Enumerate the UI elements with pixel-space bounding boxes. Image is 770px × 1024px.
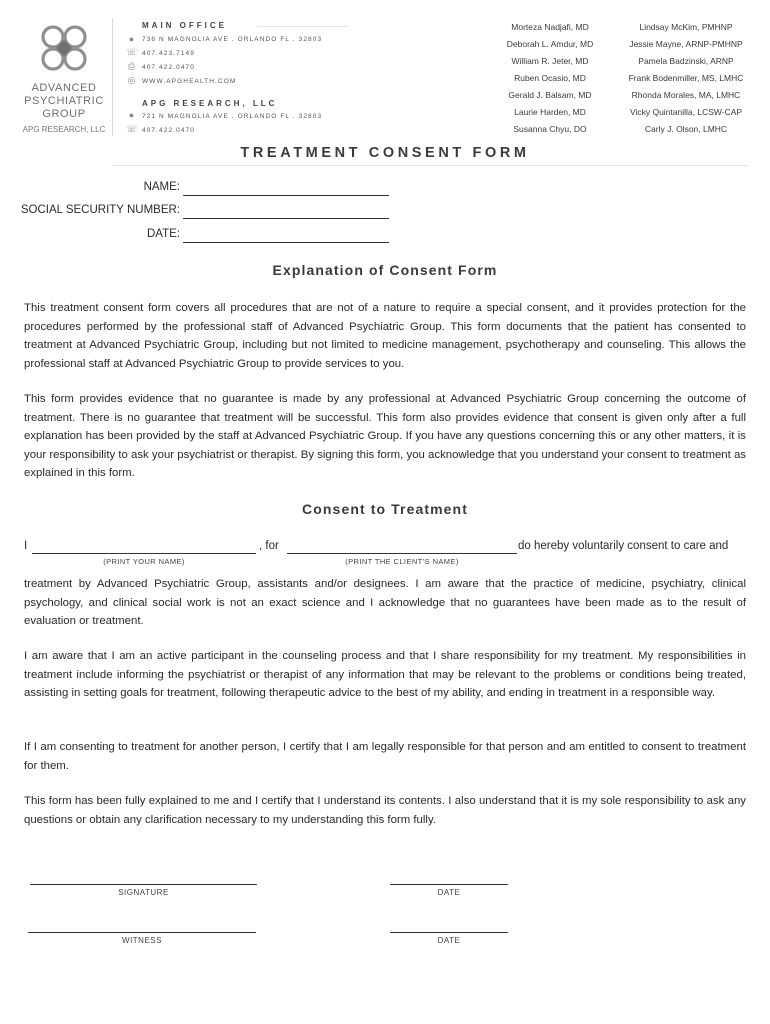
location-pin-icon: ●	[128, 34, 135, 44]
your-name-caption: (PRINT YOUR NAME)	[103, 557, 185, 566]
witness-field[interactable]	[28, 932, 256, 933]
brand-name: ADVANCED PSYCHIATRIC GROUP	[24, 82, 104, 120]
research-office-address: 721 N MAGNOLIA AVE . ORLANDO FL . 32803	[142, 113, 323, 120]
main-office-rule	[258, 26, 348, 27]
name-label: NAME:	[143, 181, 180, 193]
fax-icon: ⎙	[127, 61, 136, 71]
consent-heading: Consent to Treatment	[302, 501, 468, 517]
research-office-phone: 407.422.0470	[142, 127, 195, 134]
main-office-title: MAIN OFFICE	[142, 21, 227, 30]
witness-date-caption: DATE	[437, 936, 461, 945]
consent-prefix: I	[24, 540, 28, 552]
name-field[interactable]	[183, 195, 389, 196]
staff-member: Deborah L. Amdur, MD	[506, 39, 594, 49]
staff-column-clinicians	[616, 22, 756, 141]
date-field[interactable]	[183, 242, 389, 243]
staff-column-physicians	[480, 22, 620, 141]
page-title: TREATMENT CONSENT FORM	[240, 145, 530, 161]
header-divider	[112, 18, 113, 136]
phone-icon: ☏	[126, 124, 138, 134]
explanation-paragraph: This treatment consent form covers all procedures that are not of a nature to require a special consent, and it provides protection for the procedures performed by the professional staff of Advanced Psychiatric Group. This form documents that the patient has consented to treatment at Advanced Psychiatric Group, including but not limited to medicine management, psychotherapy and counseling. This allows the professional staff at Advanced Psychiatric Group to provide services to you.	[24, 302, 746, 370]
staff-member: Pamela Badzinski, ARNP	[638, 56, 734, 66]
globe-icon: ◎	[127, 75, 136, 85]
phone-icon: ☏	[126, 47, 138, 57]
staff-member: Lindsay McKim, PMHNP	[639, 22, 733, 32]
your-name-field[interactable]	[32, 553, 256, 554]
main-office-web[interactable]: WWW.APGHEALTH.COM	[142, 78, 237, 85]
consent-paragraph: If I am consenting to treatment for another person, I certify that I am legally responsible for that person and am entitled to consent to treatment for them.	[24, 741, 746, 772]
staff-member: Jessie Mayne, ARNP-PMHNP	[629, 39, 743, 49]
staff-member: Susanna Chyu, DO	[513, 124, 587, 134]
staff-member: William R. Jeter, MD	[511, 56, 589, 66]
signature-date-caption: DATE	[437, 888, 461, 897]
staff-member: Gerald J. Balsam, MD	[508, 90, 592, 100]
witness-caption: WITNESS	[122, 936, 162, 945]
staff-member: Morteza Nadjafi, MD	[511, 22, 589, 32]
staff-member: Ruben Ocasio, MD	[514, 73, 586, 83]
staff-member: Carly J. Olson, LMHC	[644, 124, 728, 134]
location-pin-icon: ●	[128, 110, 135, 120]
date-label: DATE:	[146, 228, 180, 240]
research-office-title: APG RESEARCH, LLC	[142, 99, 278, 108]
signature-caption: SIGNATURE	[118, 888, 169, 897]
apg-logo	[36, 20, 92, 76]
staff-member: Frank Bodenmiller, MS, LMHC	[628, 73, 744, 83]
witness-date-field[interactable]	[390, 932, 508, 933]
ssn-field[interactable]	[183, 218, 389, 219]
consent-paragraph: treatment by Advanced Psychiatric Group, assistants and/or designees. I am aware that the practice of medicine, psychiatry, clinical psychology, and clinical social work is not an exact science and I acknowledge that no guarantees have been made as to the result of evaluation or treatment.	[24, 578, 746, 627]
consent-paragraph: I am aware that I am an active participant in the counseling process and that I share responsibility for my treatment. My responsibilities in treatment include informing the psychiatrist or therapist of any information that may be relevant to the problems or conditions being treated, assisting in setting goals for treatment, following therapeutic advice to the best of my ability, and ending in treatment in a responsible way.	[24, 650, 746, 699]
staff-member: Laurie Harden, MD	[514, 107, 586, 117]
client-name-caption: (PRINT THE CLIENT’S NAME)	[345, 557, 459, 566]
brand-subtitle: APG RESEARCH, LLC	[22, 125, 106, 134]
main-office-phone: 407.423.7149	[142, 50, 195, 57]
main-office-fax: 407.422.0470	[142, 64, 195, 71]
staff-member: Vicky Quintanilla, LCSW-CAP	[629, 107, 743, 117]
client-name-field[interactable]	[287, 553, 517, 554]
ssn-label: SOCIAL SECURITY NUMBER:	[20, 204, 180, 216]
consent-suffix: do hereby voluntarily consent to care and	[518, 540, 729, 552]
main-office-address: 736 N MAGNOLIA AVE . ORLANDO FL . 32803	[142, 36, 323, 43]
title-divider	[112, 165, 748, 166]
explanation-heading: Explanation of Consent Form	[272, 262, 498, 278]
staff-member: Rhonda Morales, MA, LMHC	[631, 90, 741, 100]
signature-date-field[interactable]	[390, 884, 508, 885]
consent-paragraph: This form has been fully explained to me and I certify that I understand its contents. I also understand that it is my sole responsibility to ask any questions or obtain any clarification necessary to my understanding this form fully.	[24, 795, 746, 826]
explanation-paragraph: This form provides evidence that no guarantee is made by any professional at Advanced Psychiatric Group concerning the outcome of treatment. There is no guarantee that treatment will be successful. This form also provides evidence that consent is given only after a full explanation has been provided by the staff at Advanced Psychiatric Group. If you have any questions concerning this or any other matters, it is your responsibility to ask your psychiatrist or therapist. By signing this form, you acknowledge that you understand your consent to treatment as explained in this form.	[24, 393, 746, 479]
consent-for: , for	[259, 540, 279, 552]
signature-field[interactable]	[30, 884, 257, 885]
